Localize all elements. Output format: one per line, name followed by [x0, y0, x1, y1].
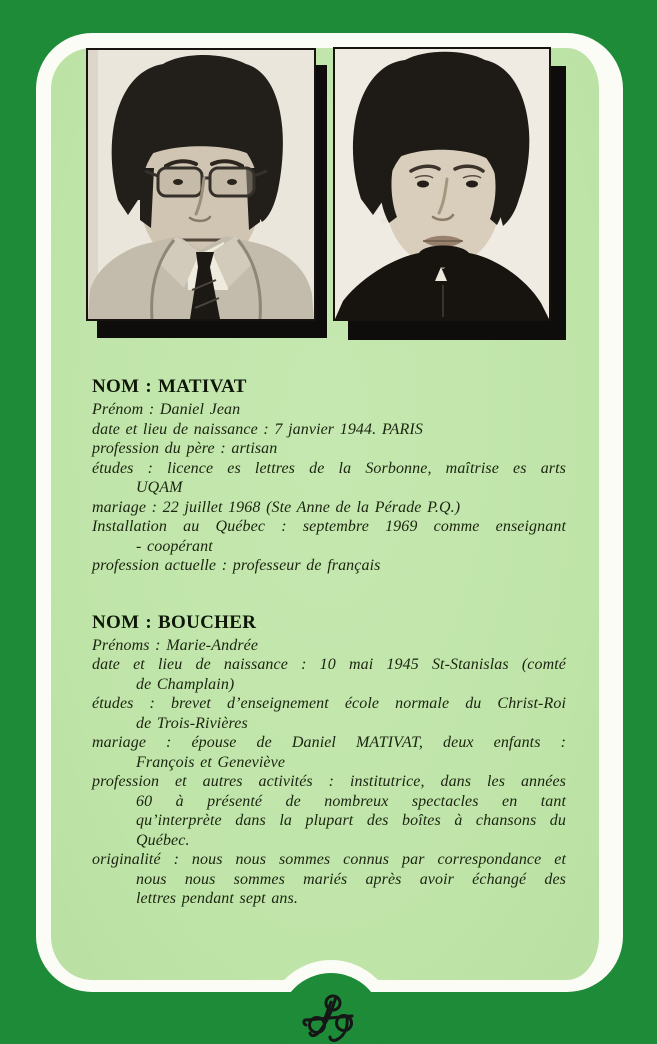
- bio-line: profession actuelle : professeur de français: [92, 557, 381, 574]
- bio-line: études : licence es lettres de la Sorbonne, maîtrise es arts: [92, 459, 566, 477]
- publisher-monogram-icon: [302, 994, 358, 1042]
- bio-line: Prénoms : Marie-Andrée: [92, 636, 259, 654]
- bio-line: mariage : épouse de Daniel MATIVAT, deux enfants :: [92, 734, 566, 751]
- bio-line: Québec.: [136, 831, 190, 849]
- bio-line: qu’interprète dans la plupart des boîtes à chansons du: [136, 812, 566, 829]
- bio-line: études : brevet d’enseignement école normale du Christ-Roi: [92, 695, 566, 712]
- bio-line: profession et autres activités : institutrice, dans les années: [92, 773, 566, 790]
- bio-line: nous nous sommes mariés après avoir échangé des: [136, 870, 566, 888]
- bio-line: 60 à présenté de nombreux spectacles en tant: [136, 792, 566, 810]
- bio-line: UQAM: [136, 479, 183, 496]
- bio-line: date et lieu de naissance : 10 mai 1945 St-Stanislas (comté: [92, 656, 566, 673]
- bio-line: François et Geneviève: [136, 753, 286, 771]
- bio-line: de Champlain): [136, 675, 235, 693]
- bio-line: Installation au Québec : septembre 1969 comme enseignant: [92, 518, 566, 535]
- bio-line: Prénom : Daniel Jean: [92, 401, 241, 418]
- bio-line: originalité : nous nous sommes connus par correspondance et: [92, 851, 566, 868]
- bio-line: date et lieu de naissance : 7 janvier 1944. PARIS: [92, 420, 423, 438]
- bio-line: lettres pendant sept ans.: [136, 890, 298, 907]
- bio-line: mariage : 22 juillet 1968 (Ste Anne de la Pérade P.Q.): [92, 498, 461, 516]
- bio-line: de Trois-Rivières: [136, 714, 248, 732]
- record-heading: NOM : MATIVAT: [92, 376, 247, 397]
- bio-line: profession du père : artisan: [92, 440, 278, 457]
- record-heading: NOM : BOUCHER: [92, 611, 257, 633]
- bio-line: - coopérant: [136, 537, 213, 555]
